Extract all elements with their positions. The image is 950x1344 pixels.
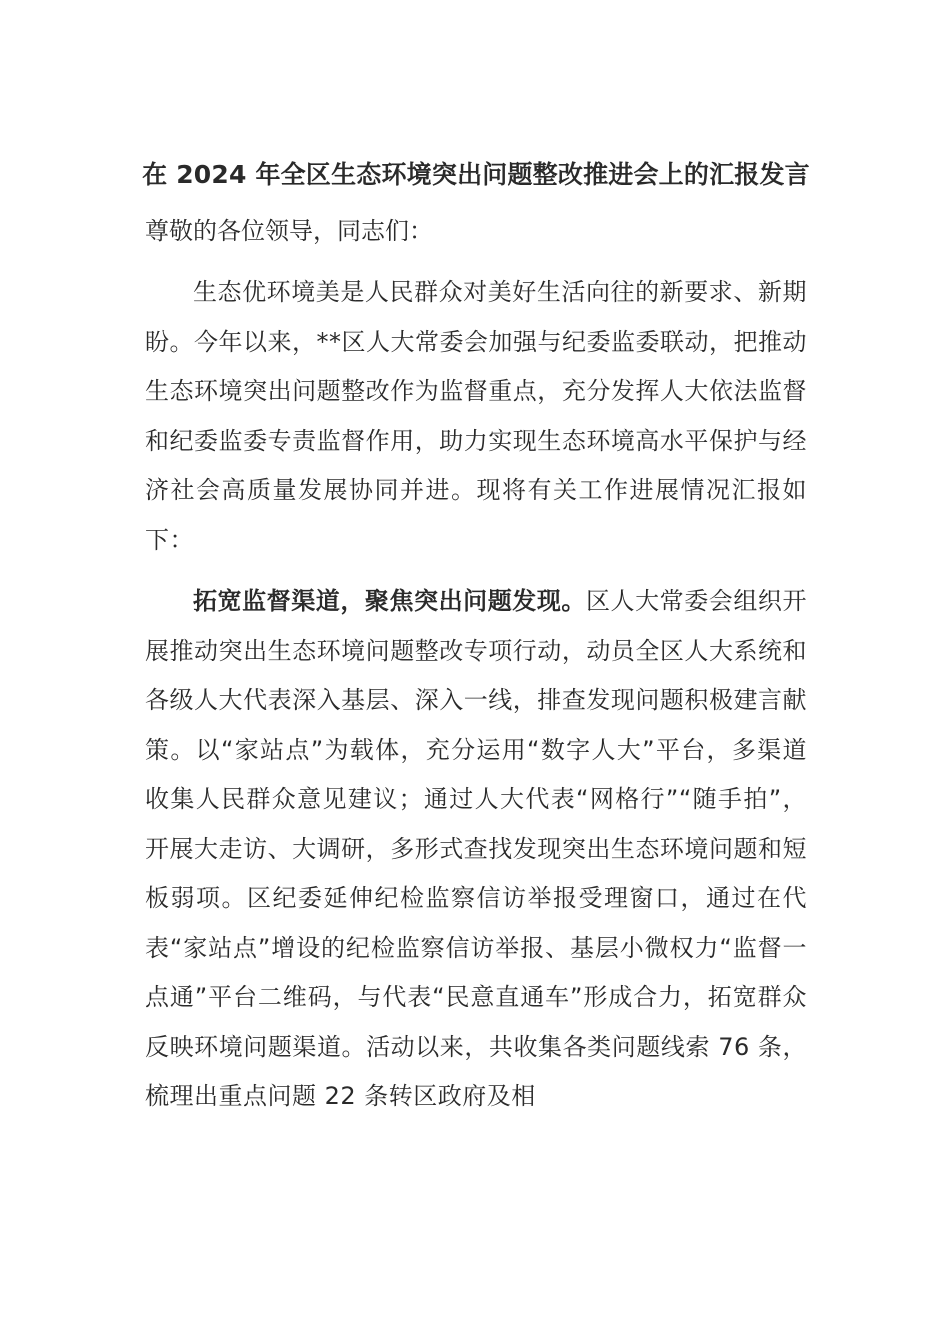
paragraph-intro <box>145 268 807 565</box>
paragraph-lead-heading: 拓宽监督渠道，聚焦突出问题发现。 <box>193 587 586 615</box>
salutation: 尊敬的各位领导，同志们： <box>145 217 433 245</box>
document-page <box>142 150 810 1122</box>
paragraph-supervision-channels <box>145 577 807 1122</box>
paragraph-text: 区人大常委会组织开展推动突出生态环境问题整改专项行动，动员全区人大系统和各级人大代表深入基层、深入一线，排查发现问题积极建言献策。以“家站点”为载体，充分运用“数字人大”平台，多渠道收集人民群众意见建议；通过人大代表“网格行”“随手拍”，开展大走访、大调研，多形式查找发现突出生态环境问题和短板弱项。区纪委延伸纪检监察信访举报受理窗口，通过在代表“家站点”增设的纪检监察信访举报、基层小微权力“监督一点通”平台二维码，与代表“民意直通车”形成合力，拓宽群众反映环境问题渠道。活动以来，共收集各类问题线索 76 条，梳理出重点问题 22 条转区政府及相 <box>145 587 807 1110</box>
document-title: 在 2024 年全区生态环境突出问题整改推进会上的汇报发言 <box>142 160 810 189</box>
paragraph-text: 生态优环境美是人民群众对美好生活向往的新要求、新期盼。今年以来，**区人大常委会加强与纪委监委联动，把推动生态环境突出问题整改作为监督重点，充分发挥人大依法监督和纪委监委专责监督作用，助力实现生态环境高水平保护与经济社会高质量发展协同并进。现将有关工作进展情况汇报如下： <box>145 278 807 554</box>
